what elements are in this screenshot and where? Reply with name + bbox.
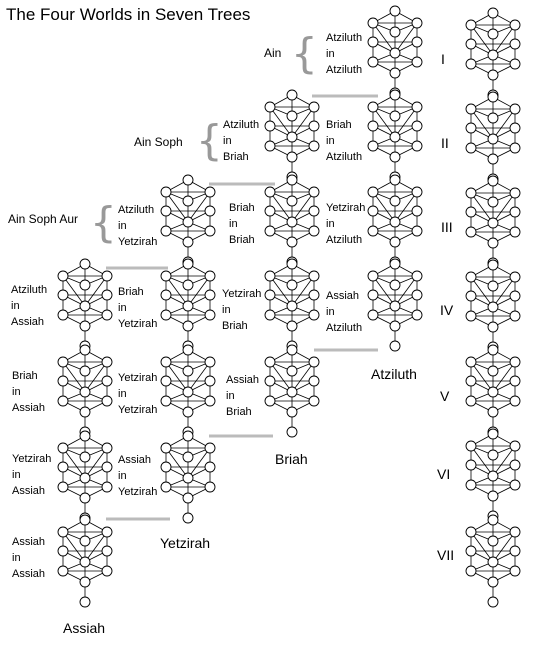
cell-atziluth-in-briah: Atziluth in Briah	[223, 119, 260, 163]
sefirah-node	[368, 310, 378, 320]
sefirah-node	[510, 566, 520, 576]
sefirah-node	[412, 37, 422, 47]
sefirah-node	[183, 345, 193, 355]
sefirah-node	[287, 366, 297, 376]
sefirah-node	[102, 546, 112, 556]
sefirah-node	[390, 280, 400, 290]
tree-of-life-yetzirah-column	[161, 431, 215, 523]
tree-of-life-numbered	[466, 260, 520, 352]
sefirah-node	[287, 259, 297, 269]
label-ain: Ain	[264, 46, 282, 60]
sefirah-node	[488, 429, 498, 439]
sefirah-node	[102, 482, 112, 492]
sefirah-node	[58, 290, 68, 300]
sefirah-node	[510, 123, 520, 133]
tree-of-life-assiah-column	[58, 431, 112, 523]
sefirah-node	[390, 196, 400, 206]
sefirah-node	[183, 175, 193, 185]
sefirah-node	[287, 280, 297, 290]
sefirah-node	[265, 396, 275, 406]
sefirah-node	[287, 387, 297, 397]
sefirah-node	[510, 546, 520, 556]
sefirah-node	[309, 396, 319, 406]
sefirah-node	[368, 290, 378, 300]
sefirah-node	[265, 376, 275, 386]
sefirah-node	[488, 260, 498, 270]
sefirah-node	[466, 480, 476, 490]
sefirah-node	[510, 460, 520, 470]
cell-atziluth-in-atziluth: Atziluth in Atziluth	[326, 32, 363, 76]
tree-of-life-assiah-column	[58, 345, 112, 437]
sefirah-node	[309, 226, 319, 236]
tree-of-life-atziluth-column	[368, 175, 422, 267]
cell-assiah-in-assiah: Assiah in Assiah	[12, 536, 46, 580]
sefirah-node	[412, 187, 422, 197]
cell-briah-in-assiah: Briah in Assiah	[12, 370, 46, 414]
sefirah-node	[205, 187, 215, 197]
sefirah-node	[488, 366, 498, 376]
sefirah-node	[390, 48, 400, 58]
sefirah-node	[390, 301, 400, 311]
sefirah-node	[488, 134, 498, 144]
sefirah-node	[161, 376, 171, 386]
sefirah-node	[183, 280, 193, 290]
cell-yetzirah-in-assiah: Yetzirah in Assiah	[12, 453, 52, 497]
sefirah-node	[161, 290, 171, 300]
sefirah-node	[80, 597, 90, 607]
sefirah-node	[183, 301, 193, 311]
sefirah-node	[80, 301, 90, 311]
sefirah-node	[205, 206, 215, 216]
sefirah-node	[309, 102, 319, 112]
sefirah-node	[102, 396, 112, 406]
sefirah-node	[287, 345, 297, 355]
cell-assiah-in-briah: Assiah in Briah	[226, 374, 260, 418]
sefirah-node	[205, 226, 215, 236]
sefirah-node	[488, 557, 498, 567]
sefirah-node	[488, 176, 498, 186]
sefirah-node	[466, 272, 476, 282]
sefirah-node	[309, 376, 319, 386]
tree-of-life-yetzirah-column	[161, 259, 215, 351]
sefirah-node	[466, 527, 476, 537]
sefirah-node	[510, 376, 520, 386]
sefirah-node	[488, 154, 498, 164]
sefirah-node	[265, 290, 275, 300]
sefirah-node	[183, 407, 193, 417]
sefirah-node	[287, 90, 297, 100]
world-label-assiah: Assiah	[63, 620, 106, 636]
sefirah-node	[390, 321, 400, 331]
sefirah-node	[510, 396, 520, 406]
sefirah-node	[287, 132, 297, 142]
tree-numeral-5: V	[440, 388, 450, 404]
diagram-title: The Four Worlds in Seven Trees	[6, 5, 251, 24]
sefirah-node	[368, 141, 378, 151]
cell-briah-in-atziluth: Briah in Atziluth	[326, 119, 363, 163]
sefirah-node	[265, 226, 275, 236]
tree-of-life-numbered	[466, 429, 520, 521]
sefirah-node	[466, 39, 476, 49]
sefirah-node	[510, 20, 520, 30]
world-label-yetzirah: Yetzirah	[160, 535, 211, 551]
sefirah-node	[183, 366, 193, 376]
sefirah-node	[488, 92, 498, 102]
sefirah-node	[102, 443, 112, 453]
sefirah-node	[412, 271, 422, 281]
tree-numeral-4: IV	[440, 302, 454, 318]
sefirah-node	[80, 515, 90, 525]
sefirah-node	[390, 27, 400, 37]
sefirah-node	[205, 290, 215, 300]
sefirah-node	[80, 452, 90, 462]
sefirah-node	[466, 396, 476, 406]
sefirah-node	[161, 226, 171, 236]
sefirah-node	[205, 357, 215, 367]
sefirah-node	[488, 218, 498, 228]
sefirah-node	[309, 290, 319, 300]
sefirah-node	[510, 357, 520, 367]
sefirah-node	[488, 70, 498, 80]
sefirah-node	[510, 527, 520, 537]
sefirah-node	[58, 396, 68, 406]
sefirah-node	[183, 493, 193, 503]
sefirah-node	[80, 536, 90, 546]
sefirah-node	[368, 187, 378, 197]
sefirah-node	[466, 460, 476, 470]
brace-ain-soph: {	[196, 116, 223, 165]
tree-numeral-3: III	[441, 219, 453, 235]
sefirah-node	[390, 68, 400, 78]
tree-of-life-atziluth-column	[368, 90, 422, 182]
sefirah-node	[466, 376, 476, 386]
sefirah-node	[161, 187, 171, 197]
sefirah-node	[58, 566, 68, 576]
sefirah-node	[309, 310, 319, 320]
sefirah-node	[368, 226, 378, 236]
sefirah-node	[488, 238, 498, 248]
tree-of-life-yetzirah-column	[161, 175, 215, 267]
cell-yetzirah-in-atziluth: Yetzirah in Atziluth	[326, 202, 366, 246]
sefirah-node	[183, 513, 193, 523]
sefirah-node	[80, 387, 90, 397]
sefirah-node	[368, 102, 378, 112]
sefirah-node	[412, 141, 422, 151]
sefirah-node	[390, 175, 400, 185]
sefirah-node	[390, 90, 400, 100]
sefirah-node	[466, 143, 476, 153]
sefirah-node	[309, 121, 319, 131]
sefirah-node	[488, 50, 498, 60]
sefirah-node	[466, 123, 476, 133]
sefirah-node	[466, 566, 476, 576]
sefirah-node	[205, 376, 215, 386]
sefirah-node	[265, 357, 275, 367]
sefirah-node	[58, 376, 68, 386]
cell-assiah-in-atziluth: Assiah in Atziluth	[326, 290, 363, 334]
sefirah-node	[183, 217, 193, 227]
sefirah-node	[80, 280, 90, 290]
sefirah-node	[205, 443, 215, 453]
sefirah-node	[390, 132, 400, 142]
sefirah-node	[368, 18, 378, 28]
sefirah-node	[80, 473, 90, 483]
sefirah-node	[102, 376, 112, 386]
tree-of-life-briah-column	[265, 90, 319, 182]
sefirah-node	[412, 290, 422, 300]
sefirah-node	[265, 310, 275, 320]
tree-numeral-6: VI	[437, 466, 451, 482]
tree-of-life-assiah-column	[58, 515, 112, 607]
sefirah-node	[161, 310, 171, 320]
sefirah-node	[412, 206, 422, 216]
sefirah-node	[510, 104, 520, 114]
sefirah-node	[368, 57, 378, 67]
sefirah-node	[58, 310, 68, 320]
sefirah-node	[488, 450, 498, 460]
sefirah-node	[102, 462, 112, 472]
sefirah-node	[510, 441, 520, 451]
cell-assiah-in-yetzirah: Assiah in Yetzirah	[118, 454, 158, 498]
sefirah-node	[102, 310, 112, 320]
sefirah-node	[368, 37, 378, 47]
sefirah-node	[466, 104, 476, 114]
sefirah-node	[510, 272, 520, 282]
sefirah-node	[466, 207, 476, 217]
sefirah-node	[161, 396, 171, 406]
sefirah-node	[510, 480, 520, 490]
sefirah-node	[102, 566, 112, 576]
sefirah-node	[510, 207, 520, 217]
sefirah-node	[488, 113, 498, 123]
sefirah-node	[510, 188, 520, 198]
tree-numeral-7: VII	[437, 547, 455, 563]
sefirah-node	[287, 301, 297, 311]
sefirah-node	[102, 271, 112, 281]
sefirah-node	[183, 196, 193, 206]
tree-numeral-1: I	[441, 51, 445, 67]
tree-of-life-numbered	[466, 515, 520, 607]
tree-of-life-assiah-column	[58, 259, 112, 351]
sefirah-node	[466, 188, 476, 198]
sefirah-node	[265, 141, 275, 151]
sefirah-node	[488, 322, 498, 332]
sefirah-node	[390, 6, 400, 16]
sefirah-node	[80, 431, 90, 441]
sefirah-node	[287, 427, 297, 437]
cell-yetzirah-in-yetzirah: Yetzirah in Yetzirah	[118, 372, 158, 416]
sefirah-node	[510, 227, 520, 237]
sefirah-node	[488, 8, 498, 18]
sefirah-node	[287, 407, 297, 417]
sefirah-node	[390, 237, 400, 247]
sefirah-node	[287, 152, 297, 162]
tree-of-life-atziluth-column	[368, 259, 422, 351]
sefirah-node	[102, 290, 112, 300]
sefirah-node	[161, 357, 171, 367]
sefirah-node	[488, 491, 498, 501]
label-ain-soph-aur: Ain Soph Aur	[8, 212, 79, 226]
sefirah-node	[390, 217, 400, 227]
sefirah-node	[510, 291, 520, 301]
sefirah-node	[510, 39, 520, 49]
sefirah-node	[205, 396, 215, 406]
sefirah-node	[412, 18, 422, 28]
sefirah-node	[510, 143, 520, 153]
sefirah-node	[102, 357, 112, 367]
tree-of-life-briah-column	[265, 259, 319, 351]
sefirah-node	[58, 482, 68, 492]
sefirah-node	[309, 141, 319, 151]
sefirah-node	[488, 577, 498, 587]
sefirah-node	[161, 206, 171, 216]
sefirah-node	[161, 482, 171, 492]
sefirah-node	[287, 321, 297, 331]
tree-of-life-numbered	[466, 8, 520, 100]
sefirah-node	[390, 259, 400, 269]
sefirah-node	[80, 577, 90, 587]
sefirah-node	[265, 121, 275, 131]
sefirah-node	[58, 271, 68, 281]
sefirah-node	[466, 357, 476, 367]
sefirah-node	[80, 557, 90, 567]
cell-briah-in-briah: Briah in Briah	[229, 202, 255, 246]
sefirah-node	[368, 121, 378, 131]
sefirah-node	[205, 482, 215, 492]
tree-of-life-briah-column	[265, 345, 319, 437]
sefirah-node	[488, 197, 498, 207]
sefirah-node	[58, 527, 68, 537]
sefirah-node	[205, 310, 215, 320]
brace-ain-soph-aur: {	[90, 198, 117, 247]
sefirah-node	[80, 259, 90, 269]
sefirah-node	[466, 546, 476, 556]
tree-of-life-yetzirah-column	[161, 345, 215, 437]
sefirah-node	[390, 341, 400, 351]
world-label-atziluth: Atziluth	[371, 366, 417, 382]
sefirah-node	[412, 57, 422, 67]
sefirah-node	[287, 237, 297, 247]
sefirah-node	[390, 152, 400, 162]
brace-ain: {	[291, 29, 318, 78]
sefirah-node	[488, 345, 498, 355]
cell-yetzirah-in-briah: Yetzirah in Briah	[222, 288, 262, 332]
sefirah-node	[466, 291, 476, 301]
sefirah-node	[265, 271, 275, 281]
cell-briah-in-yetzirah: Briah in Yetzirah	[118, 286, 158, 330]
sefirah-node	[58, 443, 68, 453]
sefirah-node	[466, 20, 476, 30]
sefirah-node	[161, 443, 171, 453]
sefirah-node	[510, 59, 520, 69]
sefirah-node	[183, 473, 193, 483]
tree-of-life-numbered	[466, 176, 520, 268]
sefirah-node	[205, 271, 215, 281]
sefirah-node	[466, 311, 476, 321]
sefirah-node	[412, 102, 422, 112]
sefirah-node	[287, 217, 297, 227]
label-ain-soph: Ain Soph	[134, 135, 183, 149]
sefirah-node	[368, 271, 378, 281]
sefirah-node	[466, 227, 476, 237]
sefirah-node	[466, 59, 476, 69]
sefirah-node	[309, 357, 319, 367]
world-label-briah: Briah	[275, 451, 308, 467]
sefirah-node	[287, 175, 297, 185]
sefirah-node	[412, 121, 422, 131]
tree-of-life-atziluth-column	[368, 6, 422, 98]
sefirah-node	[488, 536, 498, 546]
tree-of-life-numbered	[466, 92, 520, 184]
sefirah-node	[102, 527, 112, 537]
sefirah-node	[80, 493, 90, 503]
sefirah-node	[287, 196, 297, 206]
sefirah-node	[488, 29, 498, 39]
sefirah-node	[488, 407, 498, 417]
sefirah-node	[183, 452, 193, 462]
sefirah-node	[488, 281, 498, 291]
sefirah-node	[58, 357, 68, 367]
sefirah-node	[287, 111, 297, 121]
sefirah-node	[161, 271, 171, 281]
sefirah-node	[80, 407, 90, 417]
sefirah-node	[412, 310, 422, 320]
sefirah-node	[488, 302, 498, 312]
sefirah-node	[183, 237, 193, 247]
sefirah-node	[205, 462, 215, 472]
sefirah-node	[265, 187, 275, 197]
sefirah-node	[265, 206, 275, 216]
tree-of-life-numbered	[466, 345, 520, 437]
sefirah-node	[80, 345, 90, 355]
sefirah-node	[183, 259, 193, 269]
sefirah-node	[488, 471, 498, 481]
sefirah-node	[161, 462, 171, 472]
sefirah-node	[510, 311, 520, 321]
sefirah-node	[309, 187, 319, 197]
tree-of-life-briah-column	[265, 175, 319, 267]
sefirah-node	[265, 102, 275, 112]
sefirah-node	[80, 366, 90, 376]
sefirah-node	[183, 321, 193, 331]
sefirah-node	[183, 387, 193, 397]
sefirah-node	[368, 206, 378, 216]
sefirah-node	[183, 431, 193, 441]
sefirah-node	[488, 387, 498, 397]
sefirah-node	[80, 321, 90, 331]
sefirah-node	[488, 597, 498, 607]
sefirah-node	[466, 441, 476, 451]
cell-atziluth-in-assiah: Atziluth in Assiah	[11, 284, 48, 328]
sefirah-node	[488, 515, 498, 525]
sefirah-node	[309, 206, 319, 216]
tree-numeral-2: II	[441, 135, 449, 151]
sefirah-node	[412, 226, 422, 236]
sefirah-node	[390, 111, 400, 121]
sefirah-node	[58, 462, 68, 472]
sefirah-node	[309, 271, 319, 281]
cell-atziluth-in-yetzirah: Atziluth in Yetzirah	[118, 204, 158, 248]
sefirah-node	[58, 546, 68, 556]
